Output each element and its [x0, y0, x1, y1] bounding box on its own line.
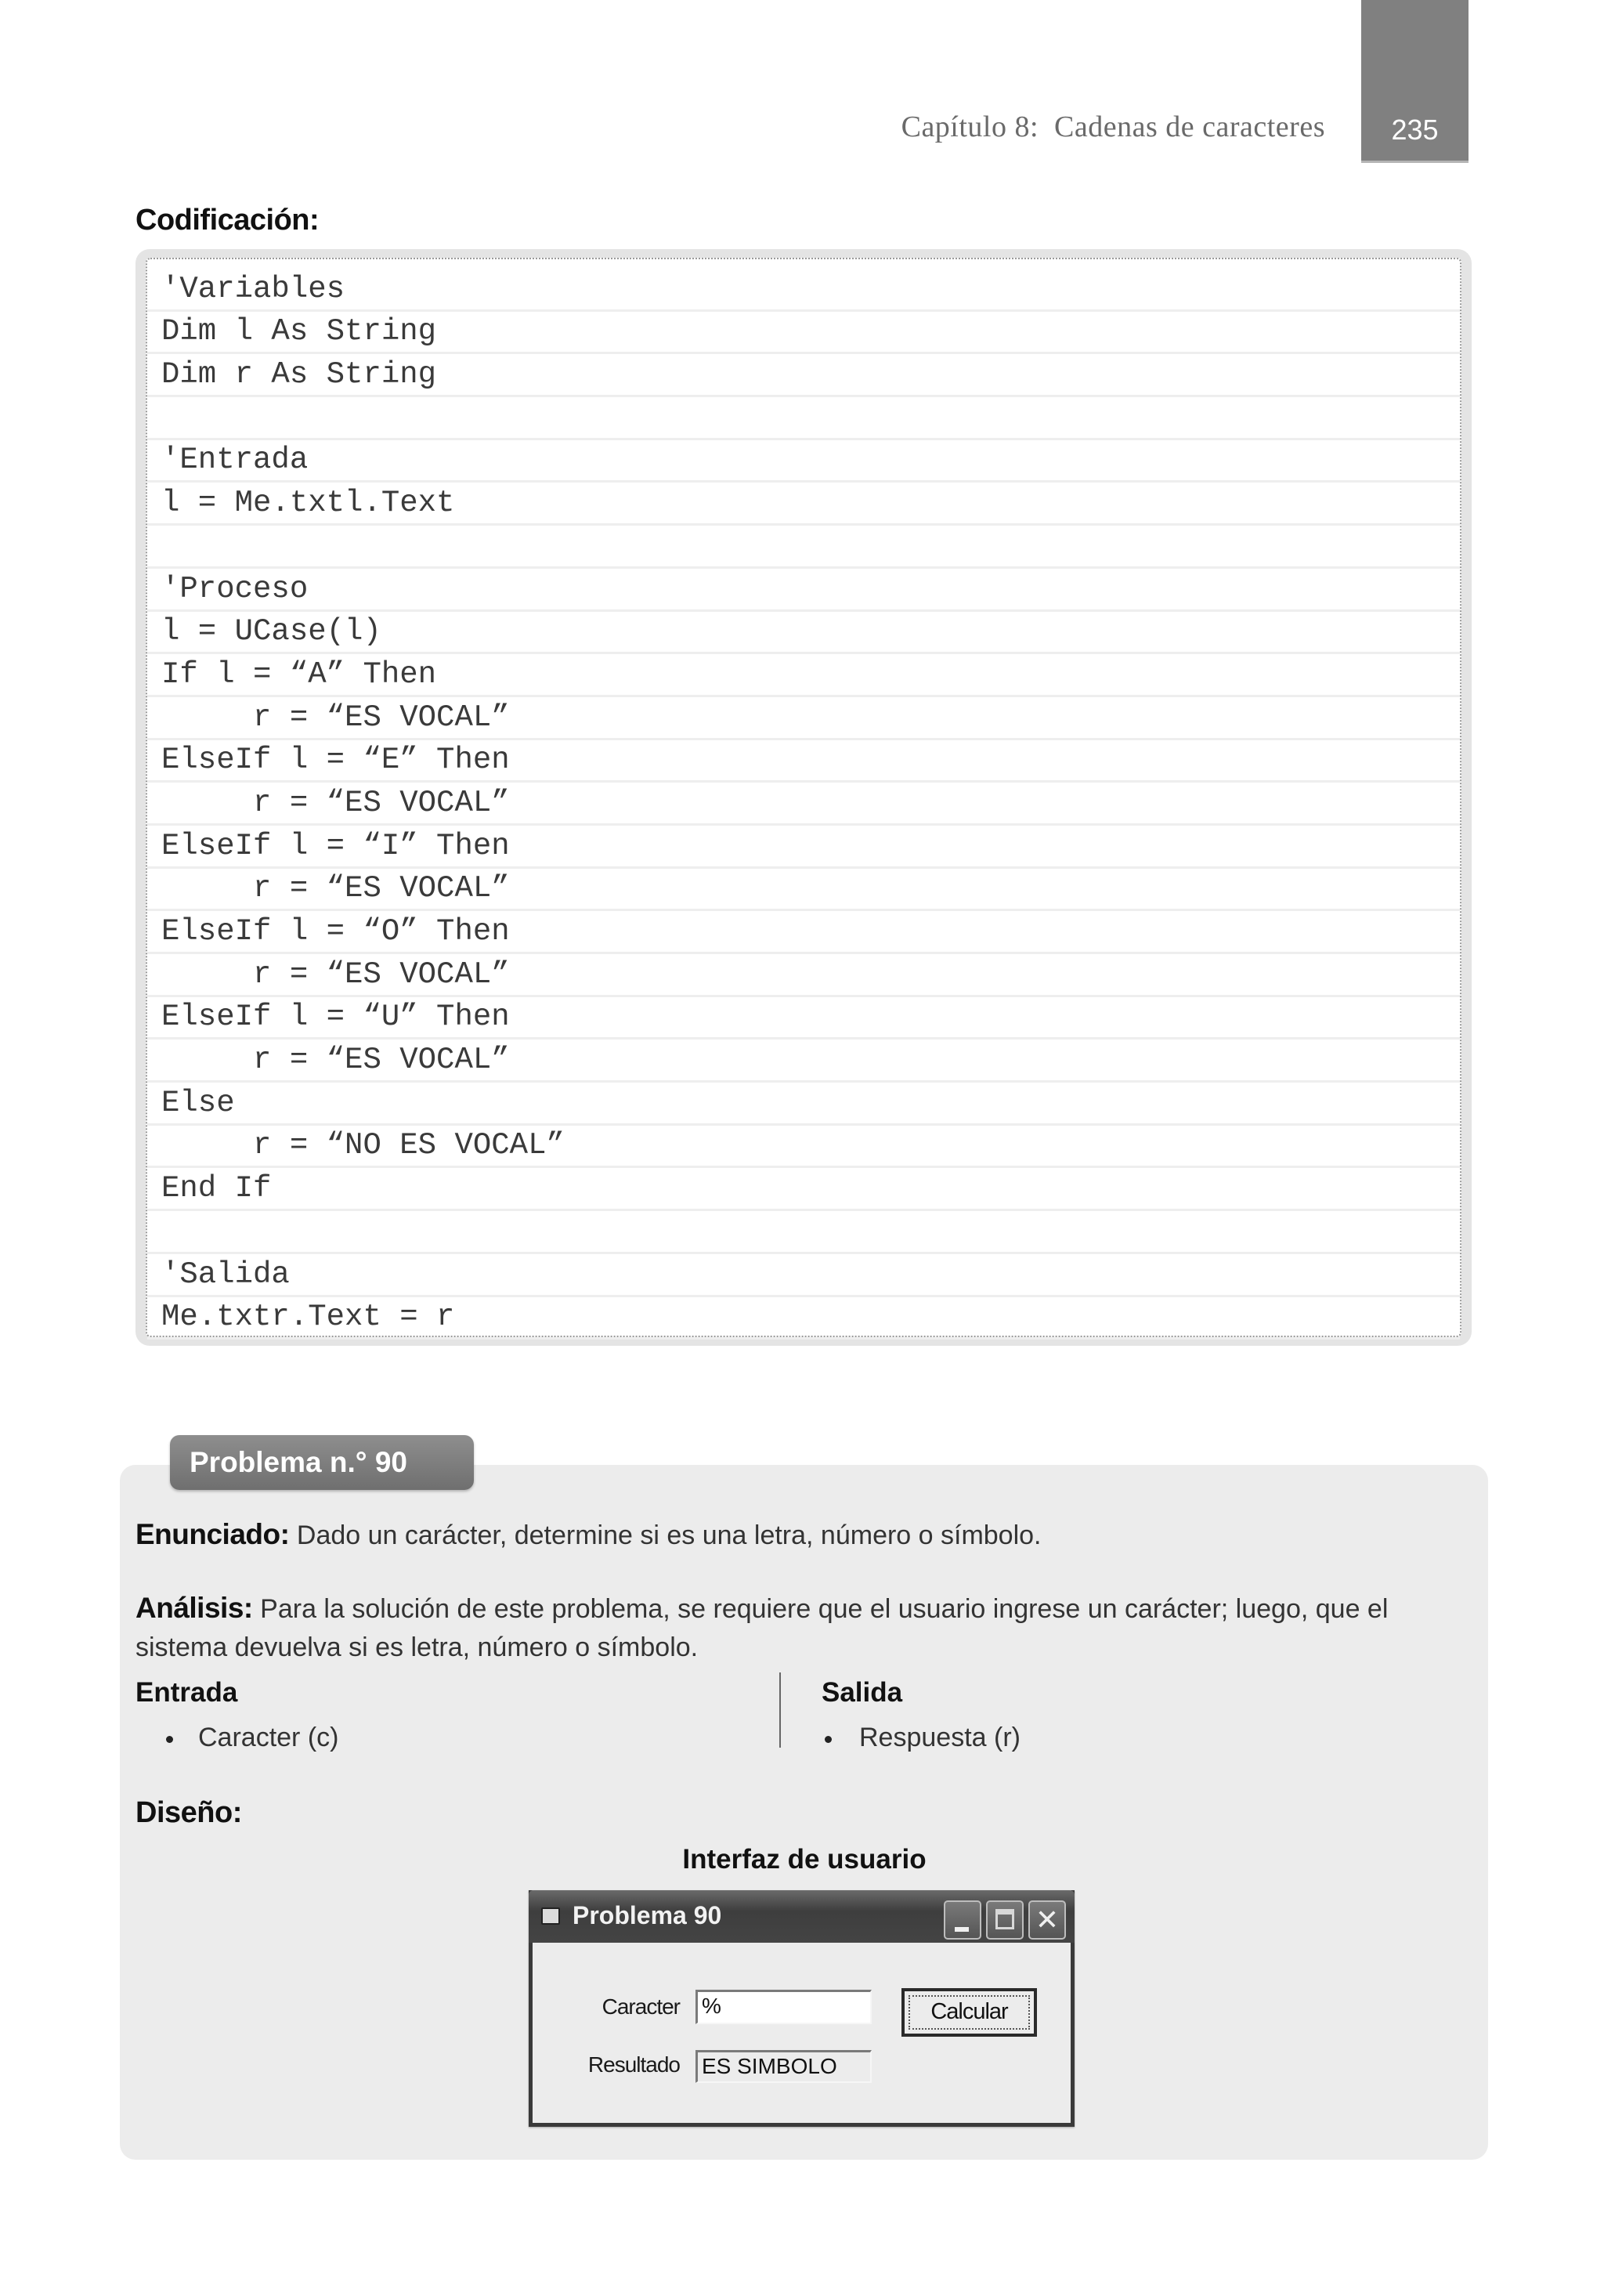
code-line	[147, 397, 1460, 440]
running-header-title: Capítulo 8: Cadenas de caracteres	[901, 110, 1325, 143]
code-text: End If	[161, 1171, 272, 1206]
salida-item: Respuesta (r)	[859, 1723, 1021, 1752]
code-text: r = “ES VOCAL”	[161, 700, 510, 735]
code-text: r = “ES VOCAL”	[161, 1043, 510, 1078]
calcular-button[interactable]	[901, 1988, 1037, 2037]
code-line	[147, 826, 1460, 869]
minimize-button[interactable]	[944, 1900, 981, 1940]
code-line	[147, 440, 1460, 483]
analisis-paragraph	[135, 1589, 1483, 1667]
code-text: 'Entrada	[161, 443, 309, 478]
code-text: ElseIf l = “E” Then	[161, 743, 510, 778]
code-line	[147, 354, 1460, 397]
code-lines	[147, 269, 1460, 1340]
column-divider	[779, 1672, 781, 1748]
code-text: l = Me.txtl.Text	[161, 486, 455, 521]
code-text: Else	[161, 1085, 235, 1120]
code-line	[147, 1254, 1460, 1297]
close-icon: ✕	[1035, 1904, 1060, 1936]
code-text: 'Proceso	[161, 571, 309, 606]
code-line	[147, 1126, 1460, 1169]
problem-number-tab	[170, 1435, 474, 1490]
code-text: If l = “A” Then	[161, 656, 437, 692]
maximize-icon	[995, 1909, 1014, 1929]
calcular-label: Calcular	[930, 1999, 1008, 2024]
code-text: r = “ES VOCAL”	[161, 785, 510, 820]
code-text: Dim r As String	[161, 357, 437, 392]
code-line	[147, 526, 1460, 569]
entrada-heading: Entrada	[135, 1677, 238, 1708]
bullet-icon	[166, 1736, 173, 1743]
analisis-text: Para la solución de este problema, se requiere que el usuario ingrese un carácter; luego, que el sistema devuelva si es letra, número o símbolo.	[135, 1594, 1389, 1662]
close-button[interactable]	[1028, 1900, 1066, 1940]
code-line	[147, 997, 1460, 1040]
code-line	[147, 569, 1460, 612]
maximize-button[interactable]	[986, 1900, 1024, 1940]
dialog-titlebar[interactable]	[529, 1890, 1075, 1943]
code-block-inner	[146, 258, 1461, 1337]
code-line	[147, 1083, 1460, 1126]
interface-caption: Interfaz de usuario	[682, 1844, 927, 1875]
resultado-output[interactable]: ES SIMBOLO	[695, 2050, 872, 2083]
code-line	[147, 783, 1460, 826]
code-text: ElseIf l = “O” Then	[161, 914, 510, 949]
problem-number-label: Problema n.° 90	[190, 1446, 408, 1478]
code-text: 'Salida	[161, 1256, 290, 1292]
code-text: 'Variables	[161, 271, 345, 306]
code-text: Me.txtr.Text = r	[161, 1300, 455, 1335]
diseno-heading: Diseño:	[135, 1796, 242, 1829]
enunciado-paragraph	[135, 1515, 1483, 1555]
code-line	[147, 612, 1460, 655]
code-line	[147, 483, 1460, 526]
code-text: ElseIf l = “U” Then	[161, 1000, 510, 1035]
code-line	[147, 911, 1460, 954]
code-line	[147, 954, 1460, 997]
codificacion-heading: Codificación:	[135, 204, 320, 237]
code-text: r = “ES VOCAL”	[161, 871, 510, 906]
enunciado-text: Dado un carácter, determine si es una letra, número o símbolo.	[289, 1520, 1042, 1550]
code-line	[147, 1297, 1460, 1340]
caracter-label: Caracter	[602, 1994, 680, 2019]
salida-heading: Salida	[822, 1677, 903, 1708]
code-line	[147, 869, 1460, 912]
bullet-icon	[825, 1736, 832, 1743]
code-text: Dim l As String	[161, 314, 437, 349]
code-line	[147, 312, 1460, 355]
caracter-input[interactable]: %	[695, 1990, 872, 2024]
code-line	[147, 740, 1460, 783]
code-line	[147, 269, 1460, 312]
code-line	[147, 654, 1460, 697]
code-line	[147, 1211, 1460, 1254]
code-text: r = “ES VOCAL”	[161, 956, 510, 992]
minimize-icon	[955, 1927, 969, 1932]
code-text: r = “NO ES VOCAL”	[161, 1128, 565, 1163]
code-text: ElseIf l = “I” Then	[161, 828, 510, 863]
page-number: 235	[1391, 114, 1439, 146]
code-text: l = UCase(l)	[161, 614, 381, 649]
enunciado-label: Enunciado:	[135, 1518, 290, 1550]
analisis-label: Análisis:	[135, 1592, 253, 1624]
window-icon	[541, 1907, 560, 1925]
code-line	[147, 697, 1460, 740]
code-block	[135, 249, 1472, 1346]
page-number-tab	[1361, 0, 1469, 163]
code-line	[147, 1040, 1460, 1083]
code-line	[147, 1168, 1460, 1211]
entrada-item: Caracter (c)	[198, 1723, 339, 1752]
dialog-title: Problema 90	[573, 1901, 722, 1929]
resultado-label: Resultado	[587, 2052, 680, 2077]
